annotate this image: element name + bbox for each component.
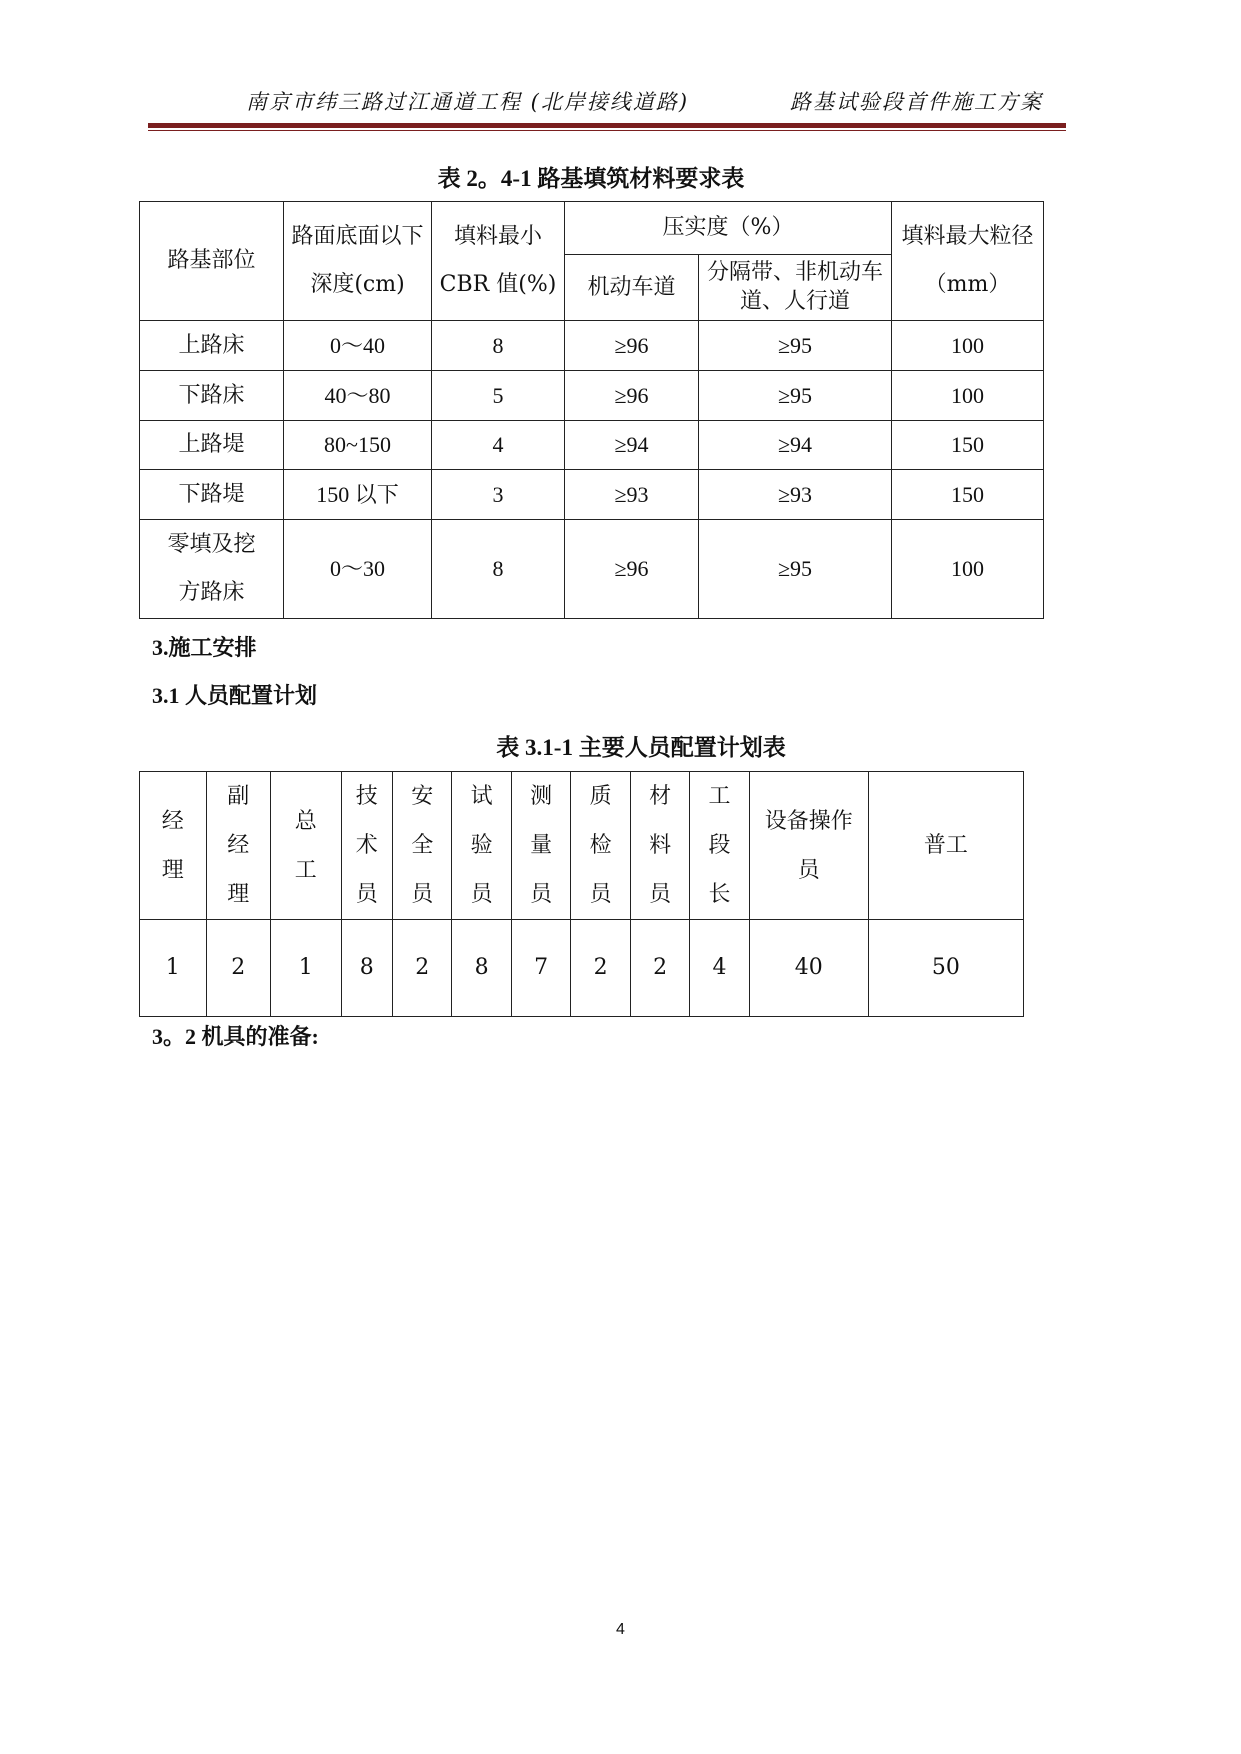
table-row [140, 371, 1044, 421]
cell-count: 8 [452, 920, 511, 1017]
header-tester: 试验员 [452, 772, 511, 920]
cell-position: 零填及挖方路床 [140, 520, 284, 619]
table-row [140, 920, 1024, 1017]
cell-cbr: 8 [432, 520, 565, 619]
header-foreman: 工段长 [690, 772, 749, 920]
header-rule-thin [148, 130, 1066, 131]
table1-caption: 表 2。4-1 路基填筑材料要求表 [437, 166, 745, 191]
header-equipment-operator: 设备操作员 [749, 772, 868, 920]
header-chief-engineer: 总工 [271, 772, 342, 920]
cell-depth: 40～80 [284, 371, 432, 421]
table-row [140, 421, 1044, 470]
header-compaction: 压实度（%） [565, 202, 892, 255]
table-row [140, 470, 1044, 520]
cell-motor: ≥93 [565, 470, 699, 520]
header-safety-officer: 安全员 [392, 772, 451, 920]
cell-motor: ≥94 [565, 421, 699, 470]
cell-non-motor: ≥95 [699, 371, 892, 421]
cell-non-motor: ≥93 [699, 470, 892, 520]
fill-material-table [139, 201, 1044, 619]
cell-depth: 0～40 [284, 321, 432, 371]
cell-grain: 150 [892, 470, 1044, 520]
cell-count: 1 [271, 920, 342, 1017]
header-laborer: 普工 [868, 772, 1023, 920]
cell-cbr: 5 [432, 371, 565, 421]
section-heading-staffing-plan: 3.1 人员配置计划 [152, 683, 318, 708]
cell-depth: 0～30 [284, 520, 432, 619]
cell-count: 50 [868, 920, 1023, 1017]
cell-non-motor: ≥94 [699, 421, 892, 470]
header-technician: 技术员 [341, 772, 392, 920]
cell-grain: 150 [892, 421, 1044, 470]
cell-count: 7 [511, 920, 570, 1017]
header-rule [148, 123, 1066, 128]
header-non-motor-lane: 分隔带、非机动车道、人行道 [699, 255, 892, 321]
cell-cbr: 3 [432, 470, 565, 520]
header-motor-lane: 机动车道 [565, 255, 699, 321]
header-manager: 经理 [140, 772, 207, 920]
cell-position: 上路床 [140, 321, 284, 371]
header-deputy-manager: 副经理 [206, 772, 271, 920]
header-project-title: 南京市纬三路过江通道工程 (北岸接线道路) [246, 90, 690, 114]
cell-non-motor: ≥95 [699, 520, 892, 619]
cell-position: 下路堤 [140, 470, 284, 520]
cell-count: 4 [690, 920, 749, 1017]
page-number: 4 [616, 1621, 625, 1638]
table-row [140, 520, 1044, 619]
cell-count: 2 [630, 920, 689, 1017]
cell-count: 40 [749, 920, 868, 1017]
cell-cbr: 4 [432, 421, 565, 470]
cell-motor: ≥96 [565, 520, 699, 619]
header-depth: 路面底面以下深度(cm) [284, 202, 432, 321]
header-cbr: 填料最小 CBR 值(%) [432, 202, 565, 321]
header-materials-clerk: 材料员 [630, 772, 689, 920]
cell-cbr: 8 [432, 321, 565, 371]
section-heading-construction-arrangement: 3.施工安排 [152, 635, 257, 660]
cell-motor: ≥96 [565, 371, 699, 421]
cell-count: 2 [392, 920, 451, 1017]
header-document-title: 路基试验段首件施工方案 [790, 90, 1043, 114]
cell-depth: 80~150 [284, 421, 432, 470]
cell-grain: 100 [892, 371, 1044, 421]
cell-non-motor: ≥95 [699, 321, 892, 371]
staffing-plan-table [139, 771, 1024, 1017]
section-heading-equipment-prep: 3。2 机具的准备: [152, 1024, 319, 1049]
cell-grain: 100 [892, 520, 1044, 619]
cell-count: 8 [341, 920, 392, 1017]
cell-count: 1 [140, 920, 207, 1017]
cell-count: 2 [206, 920, 271, 1017]
cell-position: 下路床 [140, 371, 284, 421]
cell-depth: 150 以下 [284, 470, 432, 520]
cell-motor: ≥96 [565, 321, 699, 371]
header-position: 路基部位 [140, 202, 284, 321]
header-grain: 填料最大粒径（mm） [892, 202, 1044, 321]
cell-grain: 100 [892, 321, 1044, 371]
cell-count: 2 [571, 920, 630, 1017]
cell-position: 上路堤 [140, 421, 284, 470]
table-row [140, 321, 1044, 371]
header-surveyor: 测量员 [511, 772, 570, 920]
header-inspector: 质检员 [571, 772, 630, 920]
table2-caption: 表 3.1-1 主要人员配置计划表 [496, 735, 786, 760]
